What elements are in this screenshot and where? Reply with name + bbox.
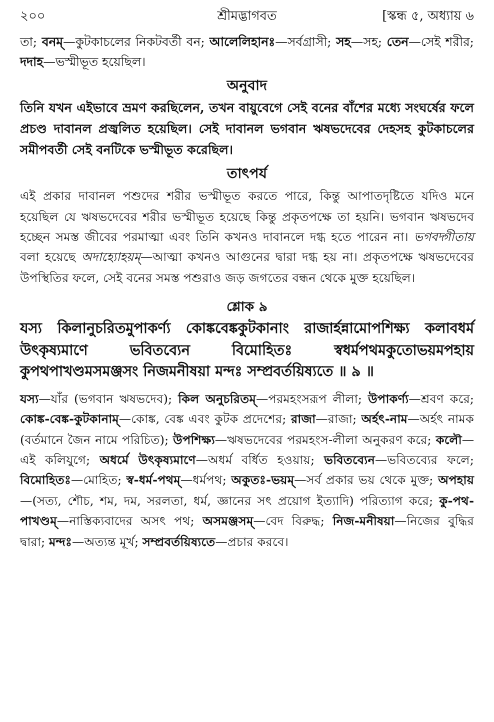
synonym-meaning: —বেদ বিরুদ্ধ; <box>253 514 325 529</box>
synonym-term: দদাহ <box>20 54 44 70</box>
purport-part: —আত্মা কখনও আগুনের দ্বারা দগ্ধ হয় না। প্রকৃতপক্ষে ঋষভদেবের উপস্থিতির ফলে, সেই বনের সমস্ত পশুরাও জড় জগতের বন্ধন থেকে মুক্ত হয়েছিল। <box>20 250 474 285</box>
translation-text: তিনি যখন এইভাবে ভ্রমণ করছিলেন, তখন বায়ুবেগে সেই বনের বাঁশের মধ্যে সংঘর্ষের ফলে প্রচণ্ড দাবানল প্রজ্বলিত হয়েছিল। সেই দাবানল ভগবান ঋষভদেবের দেহসহ কুটকাচলের সমীপবর্তী সেই বনটিকে ভস্মীভূত করেছিল। <box>20 100 474 157</box>
synonym-meaning: —সেই শরীর; <box>408 34 474 49</box>
synonym-meaning: —মোহিত; <box>71 473 122 488</box>
chapter-reference: [স্কন্ধ ৫, অধ্যায় ৬ <box>382 9 474 24</box>
synonym-meaning: —প্রচার করবে। <box>215 534 289 549</box>
synonym-term: অপহায় <box>438 473 475 488</box>
synonym-meaning: —অধর্ম বর্ধিত হওয়ায়; <box>195 452 315 467</box>
synonym-meaning: —ধর্মপথ; <box>180 473 227 488</box>
synonym-term: বিমোহিতঃ <box>20 473 72 488</box>
synonym-meaning: —কোঙ্ক, বেঙ্ক এবং কুটক প্রদেশের; <box>118 412 287 427</box>
synonym-term: কলৌ <box>435 432 462 447</box>
purport-heading: তাৎপর্য <box>226 166 268 183</box>
synonym-meaning: তা; <box>20 34 38 49</box>
synonym-meaning: —সর্বগ্রাসী; <box>275 34 332 49</box>
synonym-term: নিজ-মনীষয়া <box>332 514 395 529</box>
book-title: শ্রীমদ্ভাগবত <box>217 9 277 24</box>
synonym-term: উপশিক্ষ্য <box>173 432 215 447</box>
synonym-meaning: —ঋষভদেবের পরমহংস-লীলা অনুকরণ করে; <box>214 432 432 447</box>
word-synonyms <box>20 389 474 552</box>
synonym-term: অর্হৎ-নাম <box>361 412 408 427</box>
synonym-meaning: —কুটকাচলের নিকটবর্তী বন; <box>63 34 205 49</box>
page-number: ২০০ <box>20 9 46 24</box>
synonym-term: সহ <box>336 34 351 49</box>
synonym-meaning: —অর্হৎ নামক (বর্তমানে জৈন নামে পরিচিত); <box>20 412 475 447</box>
synonym-term: ভবিতব্যেন <box>324 452 375 467</box>
synonym-meaning: —সর্ব প্রকার ভয় থেকে মুক্ত; <box>294 473 434 488</box>
purport-part: বলা হয়েছে <box>20 250 82 265</box>
page-header <box>20 6 474 28</box>
synonym-meaning: —শ্রবণ করে; <box>408 391 475 406</box>
synonym-meaning: —ভস্মীভূত হয়েছিল। <box>43 54 146 70</box>
synonym-meaning: —এই কলিযুগে; <box>20 432 474 467</box>
synonym-term: যস্য <box>20 391 39 406</box>
synonym-meaning: —ভবিতব্যের ফলে; <box>374 452 474 467</box>
purport-italic: অদাহ্যোহয়ম্ <box>81 250 141 265</box>
purport-part: এই প্রকার দাবানল পশুদের শরীর ভস্মীভূত করতে পারে, কিন্তু আপাতদৃষ্টিতে যদিও মনে হয়েছিল যে ঋষভদেবের শরীর ভস্মীভূত হয়েছে কিন্তু প্রকৃতপক্ষে তা হয়নি। ভগবান ঋষভদেব হচ্ছেন সমস্ত জীবের পরমাত্মা এবং তিনি কখনও দাবানলে দগ্ধ হতে পারেন না। <box>20 189 474 244</box>
synonym-meaning: —রাজা; <box>315 412 357 427</box>
synonym-meaning: —নাস্তিক্যবাদের অসৎ পথ; <box>56 514 195 529</box>
verse-title: শ্লোক ৯ <box>226 299 268 316</box>
synonym-term: বনম্ <box>41 34 63 49</box>
synonym-term: স্ব-ধর্ম-পথম্ <box>126 473 181 488</box>
synonym-term: মন্দঃ <box>49 534 73 549</box>
synonym-term: সম্প্রবর্তয়িষ্যতে <box>142 534 216 549</box>
synonym-term: তেন <box>386 34 409 49</box>
synonym-meaning: —যাঁর (ভগবান ঋষভদেব); <box>38 391 173 406</box>
synonym-meaning: —পরমহংসরূপ লীলা; <box>256 391 362 406</box>
synonym-term: রাজা <box>290 412 316 427</box>
synonym-term: অসমঞ্জসম্ <box>202 514 254 529</box>
synonym-term: অকুতঃ-ভয়ম্ <box>231 473 295 488</box>
synonym-meaning: —(সত্য, শৌচ, শম, দম, সরলতা, ধর্ম, জ্ঞানের সৎ প্রয়োগ ইত্যাদি) পরিত্যাগ করে; <box>20 493 434 508</box>
synonym-term: কিল অনুচরিতম্ <box>178 391 256 406</box>
synonym-meaning: —অত্যন্ত মূর্খ; <box>72 534 139 549</box>
purport-text <box>20 186 474 288</box>
verse-text: যস্য কিলানুচরিতমুপাকর্ণ্য কোঙ্কবেঙ্ককুটকানাং রাজার্হন্নামোপশিক্ষ্য কলাবধর্ম উৎকৃষ্যমাণে ভবিতব্যেন বিমোহিতঃ স্বধর্মপথমকুতোভয়মপহায় কুপথপাখণ্ডমসমঞ্জসং নিজমনীষয়া মন্দঃ সম্প্রবর্তয়িষ্যতে ॥ ৯ ॥ <box>20 320 474 381</box>
synonym-term: আলেলিহানঃ <box>209 34 276 49</box>
synonym-term: উপাকর্ণ্য <box>367 391 409 406</box>
synonym-meaning: —সহ; <box>350 34 383 49</box>
top-synonyms <box>20 32 474 72</box>
synonym-meaning: —নিজের বুদ্ধির দ্বারা; <box>20 514 474 549</box>
synonym-term: কোঙ্ক-বেঙ্ক-কুটকানাম্ <box>20 412 119 427</box>
purport-italic: ভগবদ্গীতায় <box>413 230 474 244</box>
synonym-term: অধর্মে উৎকৃষ্যমাণে <box>99 452 196 467</box>
synonym-term: কু-পথ-পাখণ্ডম্ <box>20 493 474 529</box>
translation-heading: অনুবাদ <box>226 78 268 95</box>
